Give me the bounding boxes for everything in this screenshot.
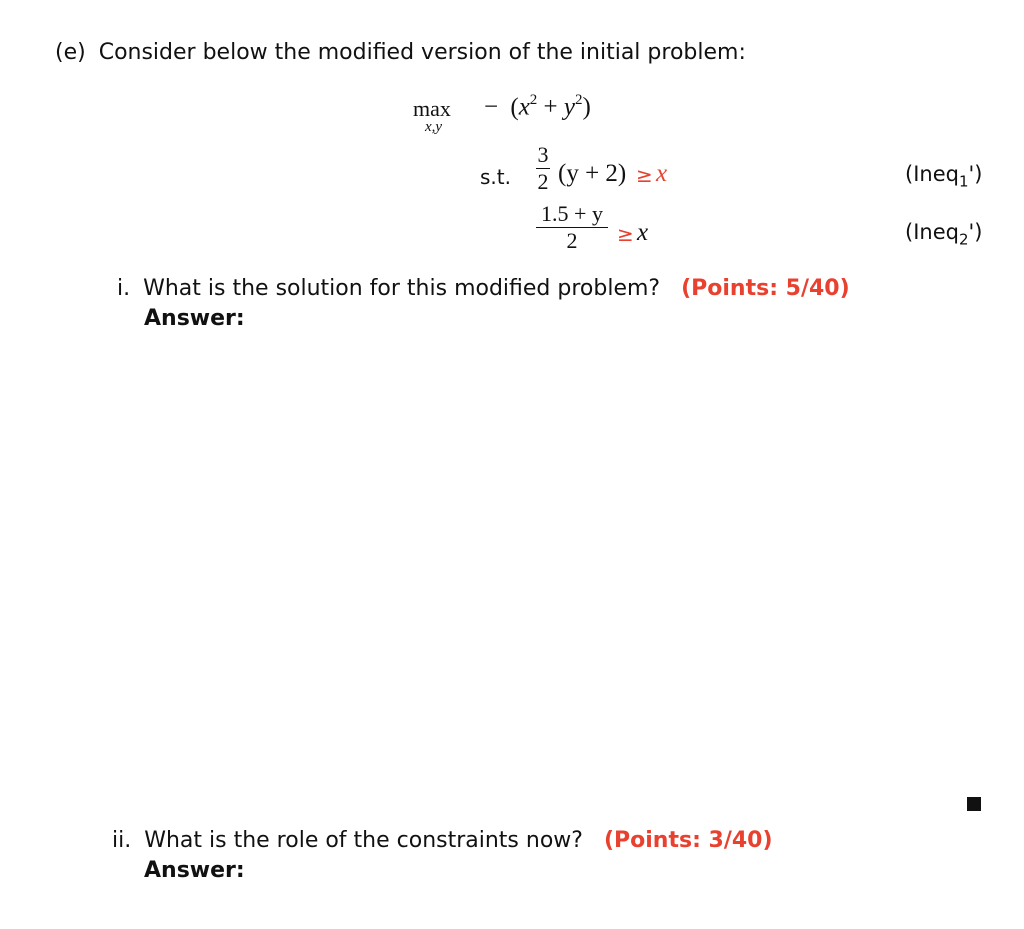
question-2 <box>112 828 773 853</box>
constraint-1-tag: (Ineq$_1$') <box>905 162 983 191</box>
constraint-2-fraction: 1.5 + y 2 <box>536 203 608 252</box>
constraint-2-tag: (Ineq$_2$') <box>905 220 983 249</box>
max-variables: x,y <box>425 119 443 135</box>
question-2-answer-label: Answer: <box>144 858 245 883</box>
constraint-2-relation: ≥ <box>617 222 634 246</box>
constraint-1-expression: (y + 2) <box>558 160 627 187</box>
question-1-label: i. <box>117 276 131 301</box>
constraint-1-relation: ≥ <box>636 163 653 187</box>
max-operator: max <box>413 96 451 121</box>
end-marker-square <box>967 797 981 811</box>
objective-function: − $(x^2 + y^2)$ <box>484 92 591 121</box>
question-2-label: ii. <box>112 828 132 853</box>
constraint-2-rhs: x <box>637 219 649 246</box>
constraint-1-fraction: 3 2 <box>537 142 549 194</box>
section-text: Consider below the modified version of the initial problem: <box>98 40 746 65</box>
question-2-text: What is the role of the constraints now? <box>144 828 583 853</box>
constraint-1-rhs: x <box>656 160 668 187</box>
question-1-points: (Points: 5/40) <box>681 276 850 301</box>
question-1 <box>117 276 850 301</box>
section-heading <box>55 40 746 65</box>
subject-to-label: s.t. <box>480 165 511 189</box>
question-1-answer-label: Answer: <box>144 306 245 331</box>
question-1-text: What is the solution for this modified problem? <box>143 276 661 301</box>
section-label: (e) <box>55 40 86 65</box>
question-2-points: (Points: 3/40) <box>603 828 773 853</box>
